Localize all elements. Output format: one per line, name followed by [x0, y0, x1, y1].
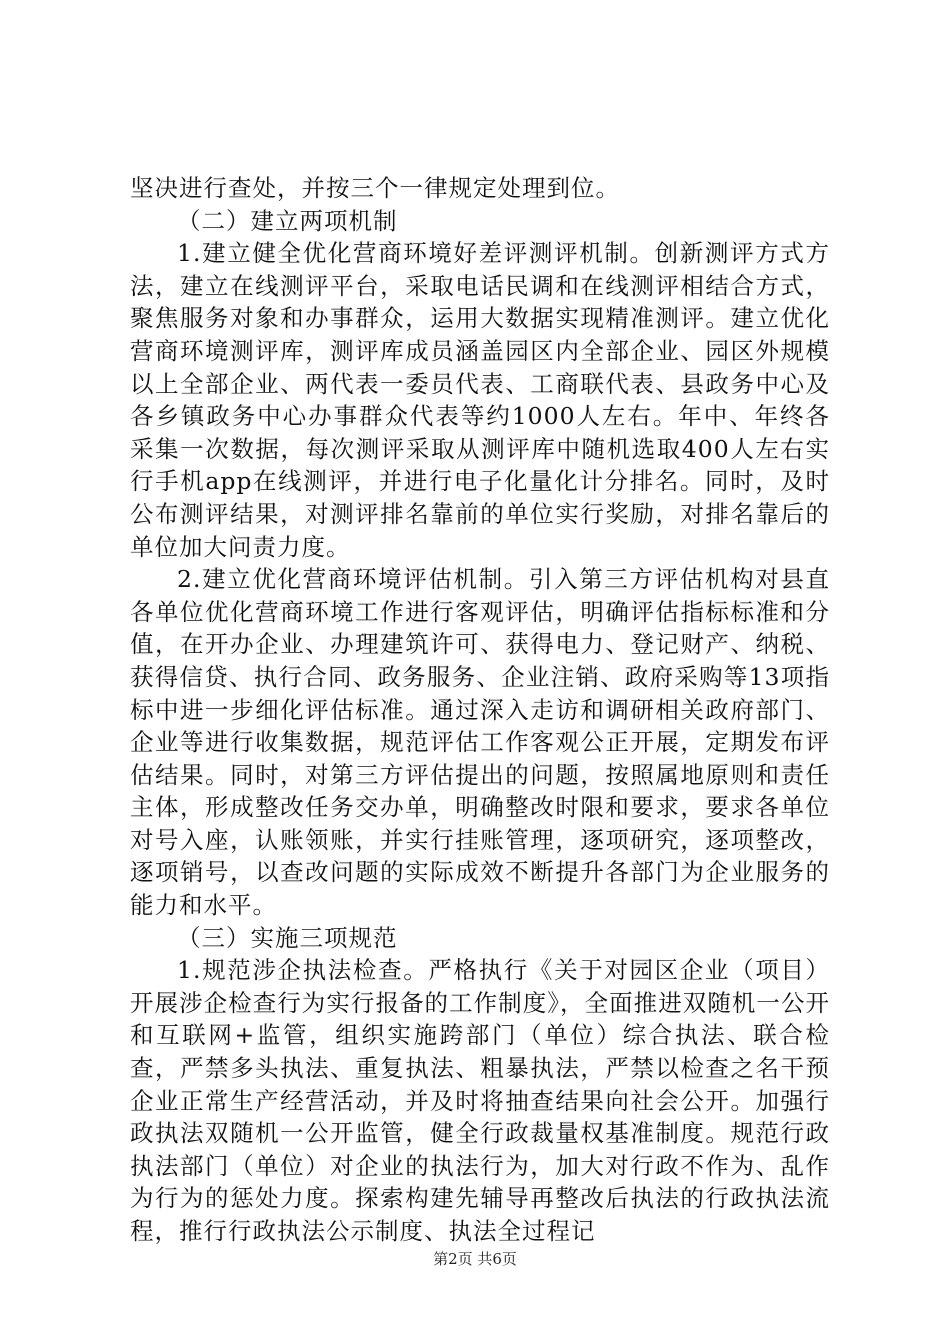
- page-footer: 第2页 共6页: [433, 1250, 517, 1268]
- paragraph-continuation: 坚决进行查处，并按三个一律规定处理到位。: [130, 174, 620, 202]
- paragraph-enforcement-inspection: 1.规范涉企执法检查。严格执行《关于对园区企业（项目）开展涉企检查行为实行报备的工作制度》，全面推进双随机一公开和互联网+监管，组织实施跨部门（单位）综合执法、联合检查，严禁多头执法、重复执法、粗暴执法，严禁以检查之名干预企业正常生产经营活动，并及时将抽查结果向社会公开。加强行政执法双随机一公开监管，健全行政裁量权基准制度。规范行政执法部门（单位）对企业的执法行为，加大对行政不作为、乱作为行为的惩处力度。探索构建先辅导再整改后执法的行政执法流程，推行行政执法公示制度、执法全过程记: [130, 956, 830, 1245]
- paragraph-assessment-mechanism: 2.建立优化营商环境评估机制。引入第三方评估机构对县直各单位优化营商环境工作进行客观评估，明确评估指标标准和分值，在开办企业、办理建筑许可、获得电力、登记财产、纳税、获得信贷、执行合同、政务服务、企业注销、政府采购等13项指标中进一步细化评估标准。通过深入走访和调研相关政府部门、企业等进行收集数据，规范评估工作客观公正开展，定期发布评估结果。同时，对第三方评估提出的问题，按照属地原则和责任主体，形成整改任务交办单，明确整改时限和要求，要求各单位对号入座，认账领账，并实行挂账管理，逐项研究，逐项整改，逐项销号，以查改问题的实际成效不断提升各部门为企业服务的能力和水平。: [130, 565, 830, 920]
- paragraph-evaluation-mechanism: 1.建立健全优化营商环境好差评测评机制。创新测评方式方法，建立在线测评平台，采取电话民调和在线测评相结合方式，聚焦服务对象和办事群众，运用大数据实现精准测评。建立优化营商环境测评库，测评库成员涵盖园区内全部企业、园区外规模以上全部企业、两代表一委员代表、工商联代表、县政务中心及各乡镇政务中心办事群众代表等约1000人左右。年中、年终各采集一次数据，每次测评采取从测评库中随机选取400人左右实行手机app在线测评，并进行电子化量化计分排名。同时，及时公布测评结果，对测评排名靠前的单位实行奖励，对排名靠后的单位加大问责力度。: [130, 239, 830, 561]
- section-heading-two-mechanisms: （二）建立两项机制: [177, 206, 398, 235]
- document-body: [130, 172, 830, 1248]
- section-heading-three-norms: （三）实施三项规范: [177, 923, 398, 952]
